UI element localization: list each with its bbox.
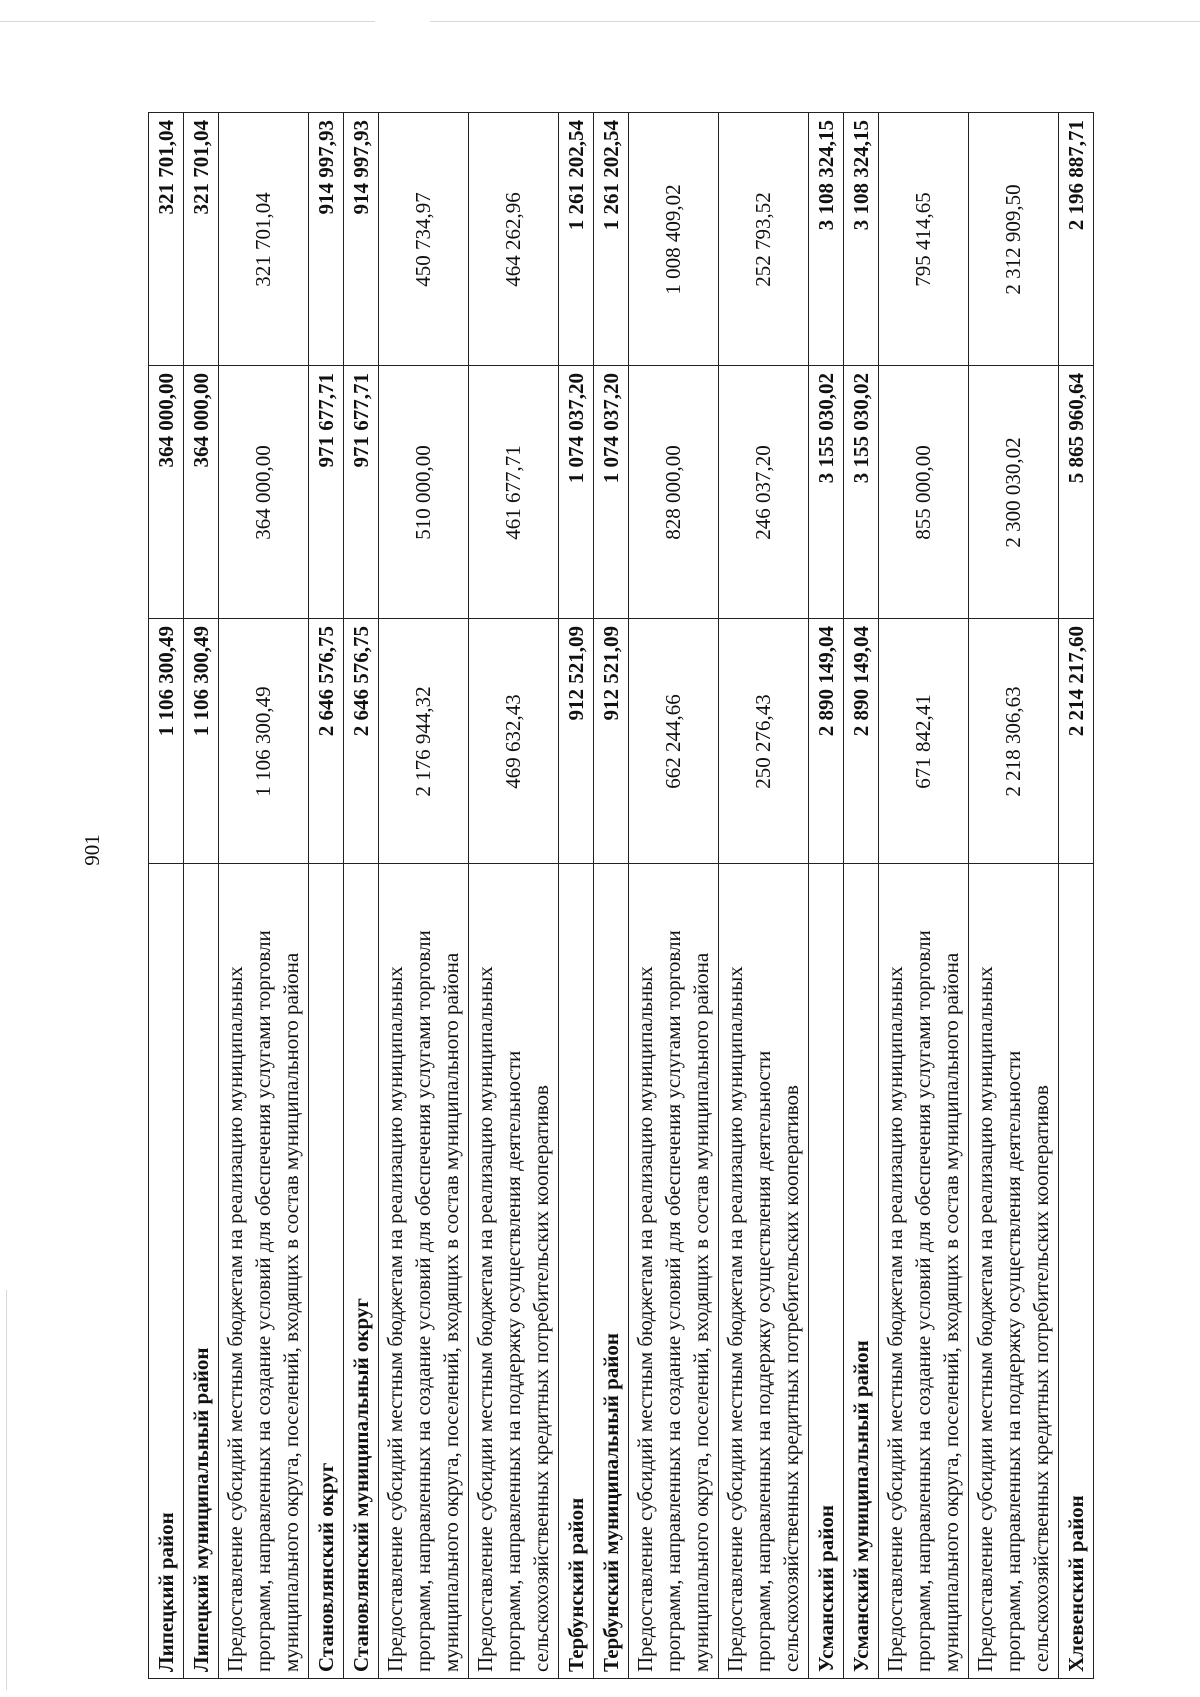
- row-value-1-cell: 469 632,43: [469, 619, 559, 864]
- row-value-3-cell: 2 312 909,50: [969, 113, 1059, 366]
- table-row-subtotal: [184, 113, 219, 1679]
- row-value-3-cell: 914 997,93: [344, 113, 379, 366]
- row-value-1-cell: 1 106 300,49: [219, 619, 309, 864]
- row-name-cell: Предоставление субсидий местным бюджетам на реализацию муниципальных программ, направленных на создание условий для обеспечения услугами торговли муниципального округа, поселений, входящих в состав муниципального района: [629, 864, 719, 1679]
- row-value-1-cell: 2 214 217,60: [1059, 619, 1094, 864]
- row-value-1-cell: 912 521,09: [559, 619, 594, 864]
- table-row: [469, 113, 559, 1679]
- table-row-subtotal: [149, 113, 184, 1679]
- row-value-2-cell: 3 155 030,02: [809, 366, 844, 619]
- row-value-2-cell: 1 074 037,20: [559, 366, 594, 619]
- row-value-2-cell: 3 155 030,02: [844, 366, 879, 619]
- row-name-cell: Становлянский муниципальный округ: [344, 864, 379, 1679]
- row-value-3-cell: 3 108 324,15: [809, 113, 844, 366]
- row-name-cell: Предоставление субсидий местным бюджетам на реализацию муниципальных программ, направленных на создание условий для обеспечения услугами торговли муниципального округа, поселений, входящих в состав муниципального района: [379, 864, 469, 1679]
- table-row: [219, 113, 309, 1679]
- row-value-1-cell: 912 521,09: [594, 619, 629, 864]
- row-name-cell: Тербунский муниципальный район: [594, 864, 629, 1679]
- row-value-3-cell: 2 196 887,71: [1059, 113, 1094, 366]
- row-value-3-cell: 321 701,04: [184, 113, 219, 366]
- row-value-3-cell: 252 793,52: [719, 113, 809, 366]
- row-value-1-cell: 1 106 300,49: [184, 619, 219, 864]
- row-name-cell: Предоставление субсидии местным бюджетам на реализацию муниципальных программ, направленных на поддержку осуществления деятельности сельскохозяйственных кредитных потребительских кооперативов: [719, 864, 809, 1679]
- table-row-subtotal: [344, 113, 379, 1679]
- table-row: [379, 113, 469, 1679]
- row-name-cell: Липецкий муниципальный район: [184, 864, 219, 1679]
- table-row: [629, 113, 719, 1679]
- table-body: [149, 113, 1094, 1679]
- row-value-1-cell: 2 646 576,75: [309, 619, 344, 864]
- table-row-subtotal: [844, 113, 879, 1679]
- row-value-1-cell: 250 276,43: [719, 619, 809, 864]
- row-value-1-cell: 2 176 944,32: [379, 619, 469, 864]
- row-value-2-cell: 364 000,00: [184, 366, 219, 619]
- table-row-subtotal: [309, 113, 344, 1679]
- table-row: [719, 113, 809, 1679]
- page-number: 901: [80, 834, 104, 866]
- row-value-2-cell: 2 300 030,02: [969, 366, 1059, 619]
- row-value-1-cell: 2 646 576,75: [344, 619, 379, 864]
- row-value-2-cell: 246 037,20: [719, 366, 809, 619]
- row-value-2-cell: 461 677,71: [469, 366, 559, 619]
- row-value-2-cell: 1 074 037,20: [594, 366, 629, 619]
- row-name-cell: Липецкий район: [149, 864, 184, 1679]
- row-name-cell: Предоставление субсидии местным бюджетам на реализацию муниципальных программ, направленных на поддержку осуществления деятельности сельскохозяйственных кредитных потребительских кооперативов: [469, 864, 559, 1679]
- table-row-subtotal: [594, 113, 629, 1679]
- row-name-cell: Усманский район: [809, 864, 844, 1679]
- row-value-1-cell: 662 244,66: [629, 619, 719, 864]
- row-value-3-cell: 321 701,04: [219, 113, 309, 366]
- row-value-3-cell: 464 262,96: [469, 113, 559, 366]
- row-value-2-cell: 855 000,00: [879, 366, 969, 619]
- row-value-1-cell: 671 842,41: [879, 619, 969, 864]
- row-value-3-cell: 914 997,93: [309, 113, 344, 366]
- row-name-cell: Становлянский округ: [309, 864, 344, 1679]
- row-value-3-cell: 795 414,65: [879, 113, 969, 366]
- table-row-subtotal: [559, 113, 594, 1679]
- table-row-subtotal: [809, 113, 844, 1679]
- row-value-3-cell: 1 261 202,54: [559, 113, 594, 366]
- row-value-3-cell: 1 008 409,02: [629, 113, 719, 366]
- row-value-2-cell: 510 000,00: [379, 366, 469, 619]
- table-row: [879, 113, 969, 1679]
- row-value-2-cell: 364 000,00: [149, 366, 184, 619]
- table-row-subtotal: [1059, 113, 1094, 1679]
- row-value-1-cell: 2 218 306,63: [969, 619, 1059, 864]
- row-name-cell: Предоставление субсидии местным бюджетам на реализацию муниципальных программ, направленных на поддержку осуществления деятельности сельскохозяйственных кредитных потребительских кооперативов: [969, 864, 1059, 1679]
- row-value-1-cell: 2 890 149,04: [844, 619, 879, 864]
- row-value-3-cell: 3 108 324,15: [844, 113, 879, 366]
- row-value-1-cell: 1 106 300,49: [149, 619, 184, 864]
- row-name-cell: Усманский муниципальный район: [844, 864, 879, 1679]
- row-value-3-cell: 450 734,97: [379, 113, 469, 366]
- subsidy-table: [148, 112, 1094, 1679]
- row-name-cell: Тербунский район: [559, 864, 594, 1679]
- row-name-cell: Хлевенский район: [1059, 864, 1094, 1679]
- row-value-3-cell: 321 701,04: [149, 113, 184, 366]
- row-value-1-cell: 2 890 149,04: [809, 619, 844, 864]
- row-name-cell: Предоставление субсидий местным бюджетам на реализацию муниципальных программ, направленных на создание условий для обеспечения услугами торговли муниципального округа, поселений, входящих в состав муниципального района: [219, 864, 309, 1679]
- row-value-2-cell: 5 865 960,64: [1059, 366, 1094, 619]
- row-value-2-cell: 364 000,00: [219, 366, 309, 619]
- row-value-2-cell: 828 000,00: [629, 366, 719, 619]
- table-row: [969, 113, 1059, 1679]
- row-value-3-cell: 1 261 202,54: [594, 113, 629, 366]
- row-value-2-cell: 971 677,71: [309, 366, 344, 619]
- row-value-2-cell: 971 677,71: [344, 366, 379, 619]
- row-name-cell: Предоставление субсидий местным бюджетам на реализацию муниципальных программ, направленных на создание условий для обеспечения услугами торговли муниципального округа, поселений, входящих в состав муниципального района: [879, 864, 969, 1679]
